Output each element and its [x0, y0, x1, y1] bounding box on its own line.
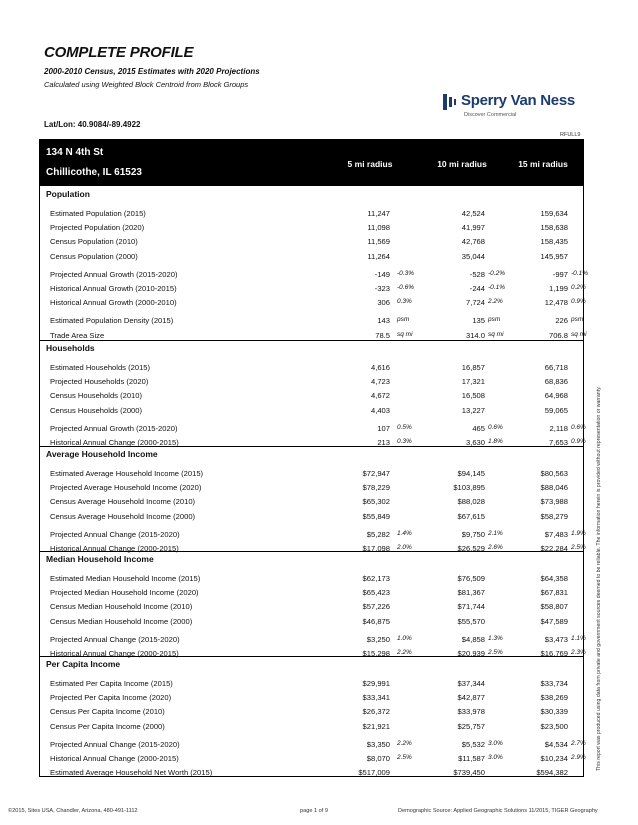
row-percent: 1.9% [571, 529, 586, 537]
row-value: $65,302 [362, 497, 390, 507]
row-percent: 1.8% [488, 438, 503, 445]
row-label: Estimated Average Household Income (2015) [50, 469, 204, 478]
row-label: Trade Area Size [50, 330, 105, 340]
row-percent: 2.5% [571, 544, 586, 551]
logo-mark-icon [443, 94, 457, 110]
row-value: $8,070 [366, 754, 390, 763]
row-percent: 1.4% [397, 529, 412, 537]
table-row [0, 679, 638, 690]
row-value: $62,173 [362, 574, 390, 583]
report-code: RFULL9 [560, 132, 581, 138]
row-label: Projected Annual Growth (2015-2020) [50, 423, 178, 433]
row-percent: 2.2% [397, 739, 412, 747]
row-percent: 3.0% [488, 754, 503, 761]
company-logo [443, 92, 583, 122]
footer-copyright: ©2015, Sites USA, Chandler, Arizona, 480-491-1112 [8, 808, 138, 814]
row-value: 42,524 [461, 209, 485, 218]
row-value: $94,145 [457, 469, 485, 478]
row-value: 11,264 [367, 251, 390, 261]
table-row [0, 707, 638, 718]
row-value: $26,529 [457, 544, 485, 553]
row-value: 135 [472, 316, 485, 326]
table-row [0, 391, 638, 402]
row-value: 78.5 [375, 330, 390, 340]
row-value: 158,435 [540, 237, 568, 247]
row-percent: 1.0% [397, 634, 412, 642]
row-value: 12,478 [544, 298, 568, 308]
row-value: $80,563 [540, 469, 568, 478]
row-percent: 0.2% [571, 284, 586, 291]
row-value: $33,734 [540, 679, 568, 688]
row-label: Projected Annual Change (2015-2020) [50, 529, 180, 539]
table-row [0, 483, 638, 494]
row-value: $103,895 [453, 483, 485, 493]
row-value: 706.8 [548, 330, 568, 340]
row-value: $58,279 [540, 511, 568, 521]
table-row [0, 209, 638, 220]
table-row [0, 377, 638, 388]
row-value: $58,807 [540, 602, 568, 612]
report-method: Calculated using Weighted Block Centroid from Block Groups [44, 80, 249, 89]
row-value: 11,569 [367, 237, 390, 247]
row-label: Projected Annual Growth (2015-2020) [50, 269, 178, 279]
row-value: $16,769 [540, 649, 568, 658]
row-value: $67,831 [540, 588, 568, 598]
row-value: $30,339 [540, 707, 568, 717]
table-row [0, 438, 638, 449]
row-label: Historical Annual Change (2000-2015) [50, 544, 179, 553]
row-value: $25,757 [457, 721, 485, 731]
section-divider [40, 340, 583, 341]
row-value: 213 [377, 438, 390, 447]
row-value: $33,978 [457, 707, 485, 717]
row-value: 465 [472, 423, 485, 433]
row-percent: 2.5% [488, 649, 503, 656]
row-value: 314.0 [465, 330, 485, 340]
row-value: $5,282 [366, 529, 390, 539]
row-value: $29,991 [362, 679, 390, 688]
row-value: 66,718 [544, 363, 568, 372]
row-label: Census Households (2000) [50, 405, 143, 415]
footer-page-number: page 1 of 9 [300, 808, 328, 814]
report-title: COMPLETE PROFILE [44, 44, 194, 61]
lat-lon: Lat/Lon: 40.9084/-89.4922 [44, 120, 141, 129]
row-value: $42,877 [457, 693, 485, 703]
row-percent: psm [397, 316, 410, 324]
address-line-1: 134 N 4th St [46, 147, 104, 158]
row-value: $7,483 [544, 529, 568, 539]
address-line-2: Chillicothe, IL 61523 [46, 167, 142, 178]
row-value: 3,630 [465, 438, 485, 447]
row-value: $33,341 [362, 693, 390, 703]
row-value: -997 [552, 269, 568, 279]
row-percent: 2.1% [488, 529, 503, 537]
row-label: Census Median Household Income (2010) [50, 602, 193, 612]
row-label: Census Population (2000) [50, 251, 138, 261]
row-value: 2,118 [549, 423, 568, 433]
logo-name: Sperry Van Ness [461, 92, 575, 109]
section-title: Average Household Income [46, 449, 158, 459]
table-row [0, 424, 638, 435]
row-value: $71,744 [457, 602, 485, 612]
row-label: Estimated Population (2015) [50, 209, 146, 218]
table-row [0, 602, 638, 613]
row-value: 159,634 [540, 209, 568, 218]
row-value: 35,044 [461, 251, 485, 261]
section-title: Population [46, 189, 90, 199]
row-percent: 1.1% [571, 634, 586, 642]
row-value: 4,672 [370, 391, 390, 401]
row-percent: psm [488, 316, 501, 324]
row-value: $64,358 [540, 574, 568, 583]
row-label: Census Households (2010) [50, 391, 143, 401]
row-label: Census Per Capita Income (2000) [50, 721, 165, 731]
row-value: $10,234 [540, 754, 568, 763]
row-percent: 2.0% [397, 544, 412, 551]
row-value: 107 [377, 423, 390, 433]
table-row [0, 363, 638, 374]
row-value: 17,321 [461, 377, 485, 387]
table-row [0, 588, 638, 599]
table-row [0, 316, 638, 327]
row-percent: 2.3% [571, 649, 586, 656]
row-value: $22,284 [540, 544, 568, 553]
row-value: $37,344 [457, 679, 485, 688]
row-value: 64,968 [544, 391, 568, 401]
row-value: 1,199 [548, 284, 568, 293]
row-value: $4,858 [461, 634, 485, 644]
table-row [0, 469, 638, 480]
row-value: $21,921 [362, 721, 390, 731]
row-percent: 2.7% [571, 739, 586, 747]
row-label: Census Per Capita Income (2010) [50, 707, 165, 717]
row-percent: -0.1% [571, 269, 588, 277]
row-value: $72,947 [362, 469, 390, 478]
row-percent: 0.6% [571, 423, 586, 431]
row-percent: psm [571, 316, 584, 324]
column-header-10mi: 10 mi radius [437, 159, 487, 169]
row-value: -323 [374, 284, 390, 293]
row-label: Projected Annual Change (2015-2020) [50, 739, 180, 749]
row-percent: 0.5% [397, 423, 412, 431]
row-label: Projected Households (2020) [50, 377, 149, 387]
row-label: Estimated Median Household Income (2015) [50, 574, 201, 583]
row-label: Estimated Households (2015) [50, 363, 151, 372]
row-value: $517,009 [358, 768, 390, 778]
row-value: 4,723 [370, 377, 390, 387]
table-row [0, 617, 638, 628]
row-value: 16,857 [461, 363, 485, 372]
row-value: 4,403 [370, 405, 390, 415]
table-row [0, 530, 638, 541]
row-label: Census Population (2010) [50, 237, 138, 247]
row-value: $3,250 [366, 634, 390, 644]
row-value: $47,589 [540, 616, 568, 626]
row-value: 306 [377, 298, 390, 308]
row-value: $78,229 [362, 483, 390, 493]
table-row [0, 237, 638, 248]
row-percent: 0.9% [571, 438, 586, 445]
column-header-15mi: 15 mi radius [518, 159, 568, 169]
row-label: Historical Annual Change (2000-2015) [50, 754, 179, 763]
table-row [0, 497, 638, 508]
section-divider [40, 656, 583, 657]
row-value: $3,350 [366, 739, 390, 749]
row-label: Estimated Population Density (2015) [50, 316, 174, 326]
row-value: $5,532 [461, 739, 485, 749]
row-value: $11,587 [458, 754, 485, 763]
row-value: 158,638 [540, 223, 568, 233]
row-label: Projected Average Household Income (2020) [50, 483, 202, 493]
row-value: 226 [555, 316, 568, 326]
row-value: 42,768 [461, 237, 485, 247]
column-header-5mi: 5 mi radius [347, 159, 393, 169]
table-row [0, 284, 638, 295]
section-title: Households [46, 343, 95, 353]
table-row [0, 512, 638, 523]
row-percent: 0.9% [571, 298, 586, 306]
table-row [0, 740, 638, 751]
row-percent: -0.2% [488, 269, 505, 277]
row-value: $3,473 [544, 634, 568, 644]
row-value: $55,570 [457, 616, 485, 626]
table-row [0, 223, 638, 234]
row-value: $26,372 [362, 707, 390, 717]
row-value: $38,269 [540, 693, 568, 703]
row-value: $76,509 [457, 574, 485, 583]
row-value: $67,615 [457, 511, 485, 521]
section-title: Median Household Income [46, 554, 154, 564]
row-label: Projected Median Household Income (2020) [50, 588, 199, 598]
row-percent: 2.2% [488, 298, 503, 306]
row-value: $594,382 [536, 768, 568, 778]
row-percent: 0.6% [488, 423, 503, 431]
table-row [0, 574, 638, 585]
row-value: -244 [469, 284, 485, 293]
row-value: $23,500 [540, 721, 568, 731]
row-percent: -0.6% [397, 284, 414, 291]
row-label: Historical Annual Change (2000-2015) [50, 438, 179, 447]
row-percent: 2.5% [397, 754, 412, 761]
side-disclaimer-text: This report was produced using data from private and government sources deemed to be reliable. The information herein is provided without representation or warranty. [596, 386, 602, 771]
row-value: 4,616 [370, 363, 390, 372]
row-value: 143 [377, 316, 390, 326]
table-row [0, 722, 638, 733]
row-value: 7,653 [548, 438, 568, 447]
row-value: 7,724 [465, 298, 485, 308]
row-percent: sq mi [571, 330, 587, 338]
row-value: $73,988 [540, 497, 568, 507]
row-value: $57,226 [362, 602, 390, 612]
footer-source: Demographic Source: Applied Geographic Solutions 11/2015, TIGER Geography [398, 808, 598, 814]
section-title: Per Capita Income [46, 659, 121, 669]
row-value: $4,534 [544, 739, 568, 749]
logo-tagline: Discover Commercial [464, 112, 517, 118]
row-label: Historical Annual Change (2000-2015) [50, 649, 179, 658]
table-row [0, 252, 638, 263]
table-row [0, 754, 638, 765]
row-value: $20,939 [457, 649, 485, 658]
row-percent: sq mi [397, 330, 413, 338]
table-row [0, 270, 638, 281]
row-value: $15,298 [362, 649, 390, 658]
row-percent: 2.6% [488, 544, 503, 551]
row-percent: 0.3% [397, 438, 412, 445]
row-label: Historical Annual Growth (2010-2015) [50, 284, 177, 293]
row-percent: 0.3% [397, 298, 412, 306]
row-label: Census Median Household Income (2000) [50, 616, 193, 626]
row-percent: 2.9% [571, 754, 586, 761]
row-value: $81,367 [457, 588, 485, 598]
row-value: 68,836 [544, 377, 568, 387]
row-percent: 2.2% [397, 649, 412, 656]
row-value: 11,098 [367, 223, 390, 233]
row-value: $46,875 [362, 616, 390, 626]
row-label: Projected Per Capita Income (2020) [50, 693, 172, 703]
row-value: $9,750 [461, 529, 485, 539]
table-row [0, 298, 638, 309]
row-label: Census Average Household Income (2010) [50, 497, 196, 507]
row-value: $739,450 [453, 768, 485, 778]
row-value: $88,046 [540, 483, 568, 493]
row-value: $55,849 [362, 511, 390, 521]
section-divider [40, 446, 583, 447]
row-percent: -0.3% [397, 269, 414, 277]
side-disclaimer [590, 145, 604, 775]
table-header [40, 140, 583, 186]
table-row [0, 693, 638, 704]
row-label: Estimated Per Capita Income (2015) [50, 679, 173, 688]
row-label: Projected Population (2020) [50, 223, 145, 233]
row-value: 16,508 [461, 391, 485, 401]
row-value: 41,997 [461, 223, 485, 233]
row-percent: sq mi [488, 330, 504, 338]
row-label: Historical Annual Growth (2000-2010) [50, 298, 177, 308]
row-percent: -0.1% [488, 284, 505, 291]
table-row [0, 635, 638, 646]
row-value: -149 [374, 269, 390, 279]
row-percent: 1.3% [488, 634, 503, 642]
section-divider [40, 551, 583, 552]
row-value: 11,247 [367, 209, 390, 218]
row-value: $17,098 [362, 544, 390, 553]
table-row [0, 768, 638, 779]
row-label: Estimated Average Household Net Worth (2015) [50, 768, 213, 778]
row-value: -528 [469, 269, 485, 279]
report-subtitle: 2000-2010 Census, 2015 Estimates with 2020 Projections [44, 67, 260, 76]
row-percent: 3.0% [488, 739, 503, 747]
row-value: 145,957 [540, 251, 568, 261]
row-value: 13,227 [461, 405, 485, 415]
row-value: $65,423 [362, 588, 390, 598]
row-value: $88,028 [457, 497, 485, 507]
row-label: Census Average Household Income (2000) [50, 511, 196, 521]
row-value: 59,065 [544, 405, 568, 415]
table-row [0, 406, 638, 417]
row-label: Projected Annual Change (2015-2020) [50, 634, 180, 644]
